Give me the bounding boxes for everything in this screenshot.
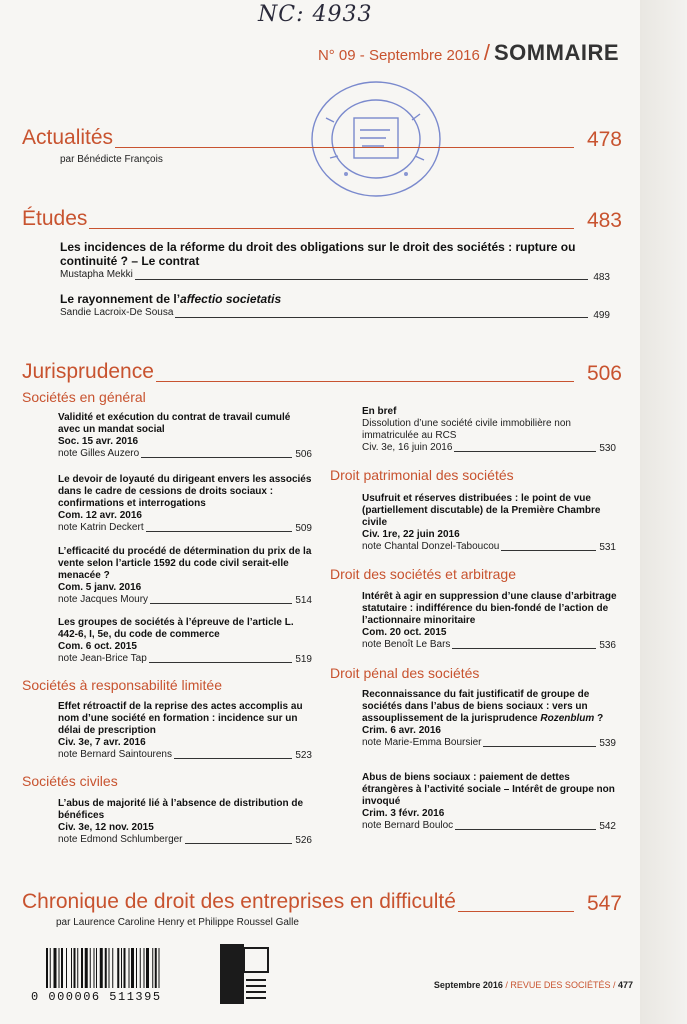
subheading: Sociétés civiles [22, 773, 118, 789]
section-etudes [22, 203, 622, 233]
section-jurisprudence [22, 356, 622, 386]
section-title: Études [22, 207, 88, 230]
section-title: Chronique de droit des entreprises en difficulté [22, 890, 456, 913]
barcode-bar [61, 948, 63, 988]
barcode-bar [105, 948, 107, 988]
article-author: Mustapha Mekki [60, 269, 133, 280]
subheading: Sociétés en général [22, 389, 146, 405]
section-page: 483 [586, 209, 622, 232]
barcode-bar [85, 948, 88, 988]
barcode-bar [146, 948, 149, 988]
barcode-bar [50, 948, 51, 988]
barcode-bar [129, 948, 130, 988]
footer-date: Septembre 2016 [433, 980, 503, 990]
case-entry: Usufruit et réserves distribuées : le point de vue (partiellement discutable) de la Première Chambre civile Civ. 1re, 22 juin 2016 note Chantal Donzel-Taboucou 531 [362, 493, 616, 553]
barcode-bar [124, 948, 126, 988]
barcode-bar [96, 948, 97, 988]
barcode-bar [121, 948, 122, 988]
section-chronique [22, 886, 622, 916]
issue-label: N° 09 - Septembre 2016 [317, 47, 480, 64]
barcode-bar [81, 948, 83, 988]
barcode-bar [152, 948, 153, 988]
barcode-bar [90, 948, 91, 988]
section-actualites [22, 122, 622, 152]
actualites-byline: par Bénédicte François [60, 154, 163, 165]
barcode-bar [94, 948, 95, 988]
barcode-bar [131, 948, 134, 988]
case-entry: Intérêt à agir en suppression d’une clause d’arbitrage statutaire : indifférence du bien-fondé de l’action de l’actionnaire minoritaire Com. 20 oct. 2015 note Benoît Le Bars 536 [362, 591, 617, 651]
chronique-byline: par Laurence Caroline Henry et Philippe Roussel Galle [56, 917, 299, 928]
subheading: Droit des sociétés et arbitrage [330, 566, 516, 582]
case-entry: Validité et exécution du contrat de travail cumulé avec un mandat social Soc. 15 avr. 2016 note Gilles Auzero 506 [58, 412, 312, 460]
section-page: 478 [586, 128, 622, 151]
barcode-bar [159, 948, 160, 988]
barcode-bar [77, 948, 78, 988]
barcode-bar [109, 948, 110, 988]
section-title: Jurisprudence [22, 360, 154, 383]
barcode-bar [155, 948, 157, 988]
article-page: 483 [593, 272, 610, 283]
barcode-bar [66, 948, 67, 988]
barcode-bar [54, 948, 57, 988]
article-page: 499 [593, 310, 610, 321]
issue-header [318, 40, 619, 66]
case-entry: Reconnaissance du fait justificatif de groupe de sociétés dans l’abus de biens sociaux : vers un assouplissement de la jurisprudence Rozenblum ? Crim. 6 avr. 2016 note Marie-Emma Boursier 539 [362, 689, 616, 749]
subheading: Droit pénal des sociétés [330, 665, 480, 681]
barcode-bar [117, 948, 119, 988]
page-title: SOMMAIRE [494, 40, 619, 65]
barcode-number: 0 000006 511395 [31, 990, 162, 1004]
subheading: Sociétés à responsabilité limitée [22, 677, 222, 693]
handwritten-reference: NC: 4933 [258, 2, 373, 27]
barcode-bar [140, 948, 141, 988]
publisher-logo [220, 944, 270, 1004]
case-entry: Effet rétroactif de la reprise des actes accomplis au nom d’une société en formation : incidence sur un délai de prescription Civ. 3e, 7 avr. 2016 note Bernard Saintourens 523 [58, 701, 312, 761]
article-entry [60, 292, 612, 321]
case-entry: Abus de biens sociaux : paiement de dettes étrangères à l’activité sociale – Intérêt de groupe non invoqué Crim. 3 févr. 2016 note Bernard Bouloc 542 [362, 772, 616, 832]
barcode-bar [71, 948, 72, 988]
barcode-bar [100, 948, 103, 988]
case-entry: En bref Dissolution d’une société civile immobilière non immatriculée au RCS Civ. 3e, 16 juin 2016 530 [362, 406, 616, 454]
subheading: Droit patrimonial des sociétés [330, 467, 514, 483]
article-title: Le rayonnement de l’affectio societatis [60, 292, 282, 306]
case-entry: L’abus de majorité lié à l’absence de distribution de bénéfices Civ. 3e, 12 nov. 2015 note Edmond Schlumberger 526 [58, 798, 312, 846]
case-entry: Le devoir de loyauté du dirigeant envers les associés dans le cadre de cessions de droits sociaux : confirmations et interrogations Com. 12 avr. 2016 note Katrin Deckert 509 [58, 474, 312, 534]
article-author: Sandie Lacroix-De Sousa [60, 307, 174, 318]
section-page: 506 [586, 362, 622, 385]
article-title: Les incidences de la réforme du droit des obligations sur le droit des sociétés : rupture ou continuité ? – Le contrat [60, 240, 576, 268]
section-page: 547 [586, 892, 622, 915]
article-entry [60, 240, 612, 283]
case-entry: Les groupes de sociétés à l’épreuve de l’article L. 442-6, I, 5e, du code de commerce Com. 6 oct. 2015 note Jean-Brice Tap 519 [58, 617, 312, 665]
case-entry: L’efficacité du procédé de détermination du prix de la vente selon l’article 1592 du code civil serait-elle menacée ? Com. 5 janv. 2016 note Jacques Moury 514 [58, 546, 312, 606]
header-separator: / [483, 40, 490, 65]
barcode-bar [59, 948, 60, 988]
footer-page: 477 [617, 980, 633, 990]
barcode-bar [74, 948, 76, 988]
page-footer: Septembre 2016 / REVUE DES SOCIÉTÉS / 477 [433, 980, 633, 990]
section-title: Actualités [22, 126, 114, 149]
footer-journal: REVUE DES SOCIÉTÉS [510, 980, 611, 990]
barcode-bar [112, 948, 113, 988]
barcode-bar [144, 948, 145, 988]
barcode-bar [46, 948, 48, 988]
page-edge [640, 0, 687, 1024]
barcode-bar [136, 948, 137, 988]
